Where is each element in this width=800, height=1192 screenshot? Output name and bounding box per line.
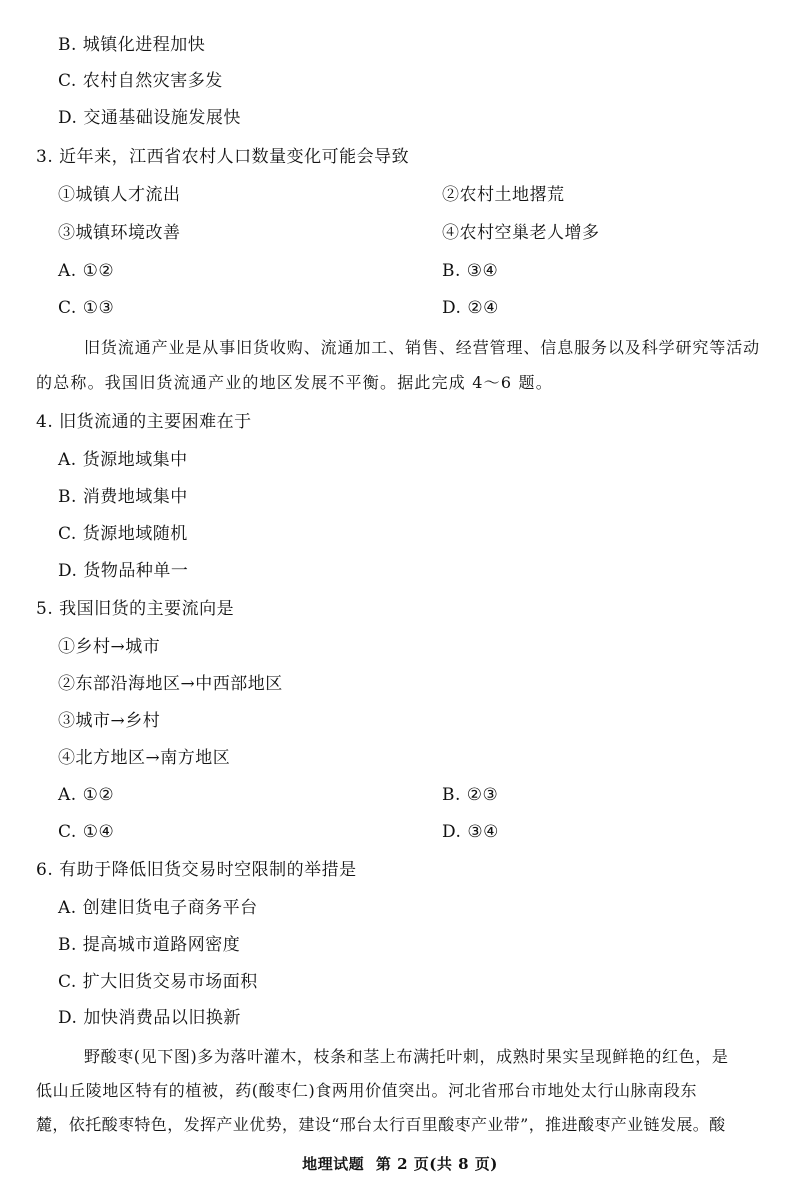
q4-option-a: A. 货源地域集中	[58, 450, 188, 470]
q5-option-a: A. ①②	[58, 785, 115, 805]
q2-option-c: C. 农村自然灾害多发	[58, 71, 223, 91]
q3-option-c: C. ①③	[58, 298, 115, 318]
q6-option-c: C. 扩大旧货交易市场面积	[58, 972, 258, 992]
q3-item-2: ②农村土地撂荒	[442, 185, 565, 205]
q3-option-a: A. ①②	[58, 261, 115, 281]
material2-line-3: 麓，依托酸枣特色，发挥产业优势，建设“邢台太行百里酸枣产业带”，推进酸枣产业链发展。酸	[36, 1115, 726, 1134]
footer-subject: 地理试题	[302, 1155, 365, 1173]
q3-item-1: ①城镇人才流出	[58, 185, 181, 205]
material2-line-1: 野酸枣(见下图)多为落叶灌木，枝条和茎上布满托叶刺，成熟时果实呈现鲜艳的红色，是	[84, 1047, 729, 1066]
q5-item-3: ③城市→乡村	[58, 711, 161, 731]
q3-stem: 3. 近年来，江西省农村人口数量变化可能会导致	[36, 147, 410, 167]
footer-page-number: 第 2 页(共 8 页)	[375, 1155, 498, 1173]
q3-item-4: ④农村空巢老人增多	[442, 223, 600, 243]
q5-stem: 5. 我国旧货的主要流向是	[36, 599, 235, 619]
q5-option-c: C. ①④	[58, 822, 115, 842]
q2-option-b: B. 城镇化进程加快	[58, 35, 206, 55]
q4-stem: 4. 旧货流通的主要困难在于	[36, 412, 252, 432]
q4-option-b: B. 消费地域集中	[58, 487, 188, 507]
q4-option-c: C. 货源地域随机	[58, 524, 188, 544]
q3-item-3: ③城镇环境改善	[58, 223, 181, 243]
q6-option-d: D. 加快消费品以旧换新	[58, 1008, 241, 1028]
q3-option-d: D. ②④	[442, 298, 499, 318]
q4-option-d: D. 货物品种单一	[58, 561, 189, 581]
q6-option-a: A. 创建旧货电子商务平台	[58, 898, 258, 918]
q5-option-b: B. ②③	[442, 785, 499, 805]
material1-line-2: 的总称。我国旧货流通产业的地区发展不平衡。据此完成 4～6 题。	[36, 373, 553, 392]
page-footer	[0, 1154, 800, 1174]
q2-option-d: D. 交通基础设施发展快	[58, 108, 241, 128]
q6-stem: 6. 有助于降低旧货交易时空限制的举措是	[36, 860, 357, 880]
q5-option-d: D. ③④	[442, 822, 499, 842]
material2-line-2: 低山丘陵地区特有的植被，药(酸枣仁)食两用价值突出。河北省邢台市地处太行山脉南段东	[36, 1081, 698, 1100]
q6-option-b: B. 提高城市道路网密度	[58, 935, 241, 955]
q5-item-4: ④北方地区→南方地区	[58, 748, 231, 768]
q3-option-b: B. ③④	[442, 261, 499, 281]
q5-item-2: ②东部沿海地区→中西部地区	[58, 674, 283, 694]
material1-line-1: 旧货流通产业是从事旧货收购、流通加工、销售、经营管理、信息服务以及科学研究等活动	[84, 338, 761, 357]
q5-item-1: ①乡村→城市	[58, 637, 161, 657]
